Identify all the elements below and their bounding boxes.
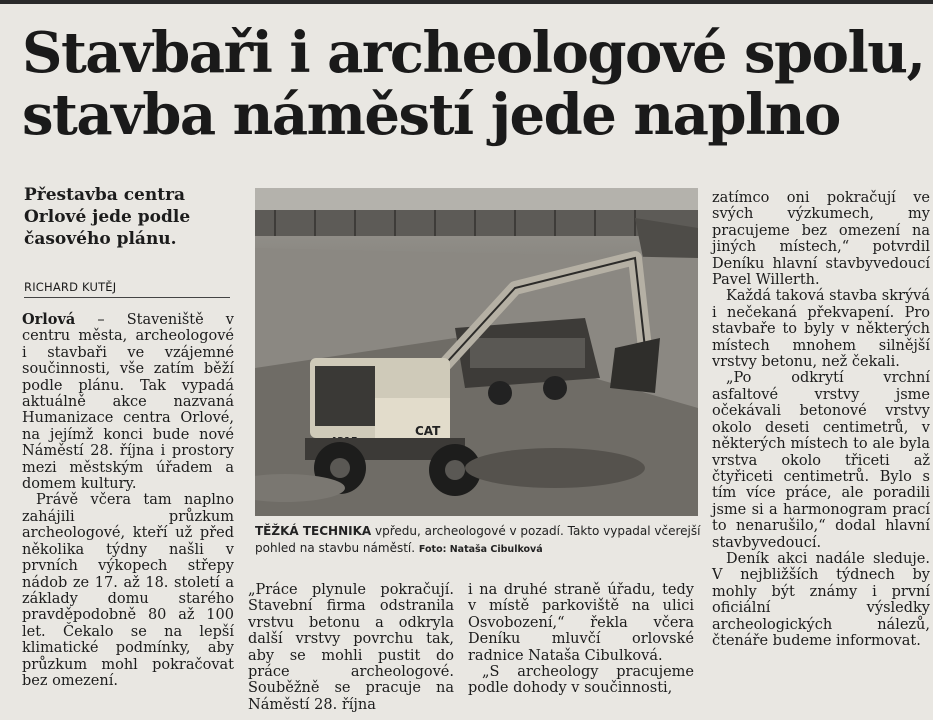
paragraph: „Práce plynule pokračují. Stavební firma odstranila vrstvu betonu a odkryla další vrstvy povrchu tak, aby se mohli pustit do práce archeologové. Souběžně se pracuje na Náměstí 28. října [248, 582, 454, 713]
headline-line-2: stavba náměstí jede naplno [22, 82, 840, 148]
text-column-1 [22, 312, 234, 689]
article-author: RICHARD KUTĚJ [24, 280, 230, 298]
caption-text: vpředu, archeologové v pozadí. Takto vypadal včerejší pohled na stavbu náměstí. [255, 524, 701, 555]
paragraph: „Po odkrytí vrchní asfaltové vrstvy jsme očekávali betonové vrstvy okolo deseti centimetrů, v některých místech to ale byla vrstva okolo třiceti až čtyřiceti centimetrů. Bylo s tím více práce, ale poradili jsme si a harmonogram prací to nenarušilo,“ dodal hlavní stavbyvedoucí. [712, 370, 930, 551]
excavator-illustration [255, 188, 698, 516]
photo-credit: Foto: Nataša Cibulková [418, 544, 543, 555]
paragraph: Deník akci nadále sleduje. V nejbližších týdnech by mohly být známy i první oficiální výsledky archeologických nálezů, čtenáře budeme informovat. [712, 550, 930, 649]
text-column-2 [248, 582, 454, 713]
article-perex: Přestavba centra Orlové jede podle časového plánu. [24, 185, 191, 249]
text-column-3 [468, 582, 694, 697]
paragraph: „S archeology pracujeme podle dohody v součinnosti, [468, 664, 694, 697]
paragraph: Každá taková stavba skrývá i nečekaná překvapení. Pro stavbaře to byly v některých místech mnohem silnější vrstvy betonu, než čekali. [712, 288, 930, 371]
paragraph: Právě včera tam naplno zahájili průzkum archeologové, kteří už před několika týdny našli v prvních výkopech střepy nádob ze 17. až 18. století a základy domu starého pravděpodobně 80 až 100 let. Čekalo se na lepší klimatické podmínky, aby průzkum mohl pokračovat bez omezení. [22, 492, 234, 689]
caption-title: TĚŽKÁ TECHNIKA [255, 524, 372, 538]
machine-brand: CAT [415, 424, 441, 438]
dateline: Orlová [22, 311, 76, 328]
top-rule [0, 0, 933, 4]
photo-caption [255, 523, 705, 558]
paragraph: i na druhé straně úřadu, tedy v místě parkoviště na ulici Osvobození,“ řekla včera Deníku mluvčí orlovské radnice Nataša Cibulková. [468, 582, 694, 664]
article-headline [22, 22, 927, 146]
excavator-photo [255, 188, 698, 516]
headline-line-1: Stavbaři i archeologové spolu, [22, 20, 925, 86]
paragraph: zatímco oni pokračují ve svých výzkumech, my pracujeme bez omezení na jiných místech,“ potvrdil Deníku hlavní stavbyvedoucí Pavel Willerth. [712, 190, 930, 289]
text-column-4 [712, 190, 930, 649]
paragraph: Orlová – Staveniště v centru města, archeologové i stavbaři ve vzájemné součinnosti, vše zatím běží podle plánu. Tak vypadá aktuálně akce nazvaná Humanizace centra Orlové, na jejímž konci bude nové Náměstí 28. října i prostory mezi městským úřadem a domem kultury. [22, 311, 234, 493]
